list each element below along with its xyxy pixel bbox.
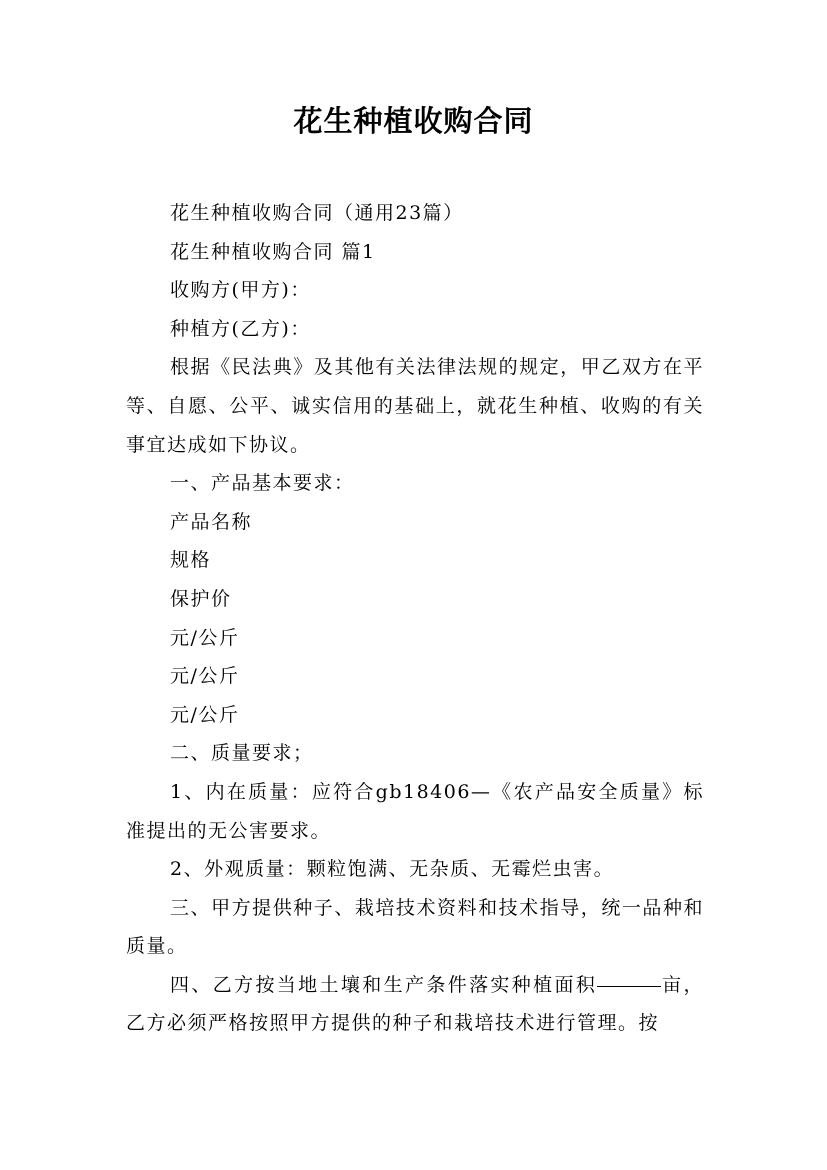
clause-4-text-before: 四、乙方按当地土壤和生产条件落实种植面积 bbox=[170, 973, 598, 996]
paragraph-unit-price: 元/公斤 bbox=[170, 665, 240, 688]
paragraph-grower: 种植方(乙方)： bbox=[170, 317, 311, 340]
paragraph-buyer: 收购方(甲方)： bbox=[170, 279, 311, 302]
paragraph-subtitle: 花生种植收购合同（通用23篇） bbox=[170, 202, 464, 224]
document-body bbox=[126, 194, 704, 1043]
paragraph-appearance-quality: 2、外观质量：颗粒饱满、无杂质、无霉烂虫害。 bbox=[170, 858, 615, 881]
clause-4-text-after: 亩，乙方必须严格按照甲方提供的种子和栽培技术进行管理。按 bbox=[126, 973, 704, 1035]
paragraph-clause-1: 一、产品基本要求： bbox=[170, 472, 355, 495]
paragraph-section-heading: 花生种植收购合同 篇1 bbox=[170, 240, 376, 263]
document-title: 花生种植收购合同 bbox=[293, 104, 534, 138]
paragraph-clause-2: 二、质量要求； bbox=[170, 742, 314, 765]
paragraph-internal-quality: 1、内在质量：应符合gb18406—《农产品安全质量》标准提出的无公害要求。 bbox=[126, 780, 704, 842]
paragraph-clause-3: 三、甲方提供种子、栽培技术资料和技术指导，统一品种和质量。 bbox=[126, 896, 704, 958]
paragraph-product-name: 产品名称 bbox=[170, 510, 253, 533]
fill-in-blank-line bbox=[597, 985, 661, 987]
paragraph-unit-price: 元/公斤 bbox=[170, 703, 240, 726]
paragraph-spec: 规格 bbox=[170, 549, 212, 572]
paragraph-unit-price: 元/公斤 bbox=[170, 626, 240, 649]
paragraph-clause-4 bbox=[126, 966, 704, 1043]
paragraph-preamble: 根据《民法典》及其他有关法律法规的规定，甲乙双方在平等、自愿、公平、诚实信用的基础上，就花生种植、收购的有关事宜达成如下协议。 bbox=[126, 356, 704, 456]
paragraph-protection-price: 保护价 bbox=[170, 587, 232, 610]
